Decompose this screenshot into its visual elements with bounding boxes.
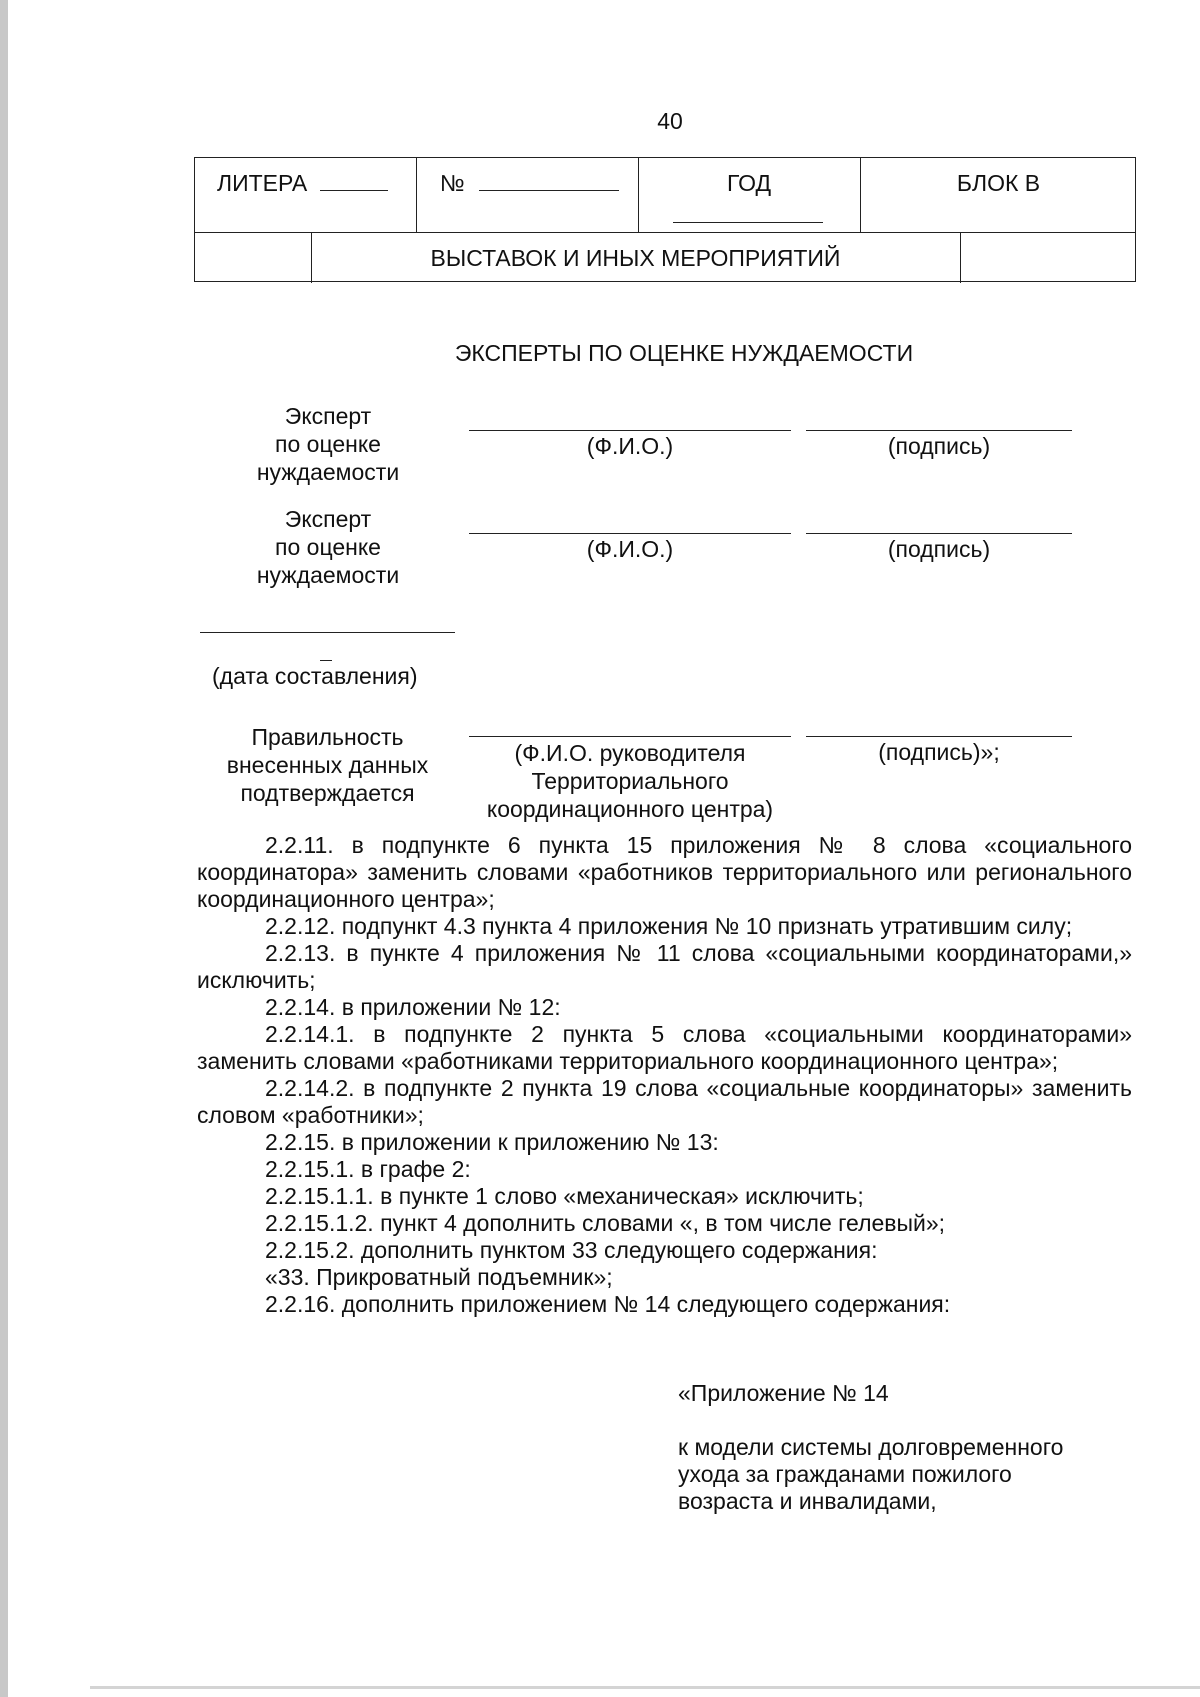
appendix-title: «Приложение № 14 — [678, 1380, 889, 1406]
label-line: нуждаемости — [256, 459, 400, 485]
paragraph: 2.2.14. в приложении № 12: — [265, 994, 561, 1020]
signature-line — [806, 533, 1072, 534]
paragraph: 2.2.11. в подпункте 6 пункта 15 приложения № 8 слова «социального координатора» заменить словами «работников территориального или регионального координационного центра»; — [197, 832, 1132, 912]
signature-line — [806, 430, 1072, 431]
year-label: ГОД — [726, 170, 772, 196]
label-line: по оценке — [275, 534, 381, 560]
paragraph: 2.2.12. подпункт 4.3 пункта 4 приложения № 10 признать утратившим силу; — [265, 913, 1073, 939]
table-divider — [960, 232, 961, 283]
expert-2-label — [220, 505, 436, 589]
paragraph: 2.2.15.2. дополнить пунктом 33 следующего содержания: — [265, 1237, 878, 1263]
appendix-line: ухода за гражданами пожилого — [678, 1461, 1012, 1487]
year-blank — [673, 222, 823, 223]
block-label: БЛОК В — [956, 170, 1041, 196]
amendments-text — [197, 832, 1132, 1318]
spacer — [678, 1407, 1063, 1434]
paragraph: «33. Прикроватный подъемник»; — [265, 1264, 613, 1290]
label-line: подтверждается — [240, 780, 415, 806]
appendix-line: к модели системы долговременного — [678, 1434, 1064, 1460]
header-table — [194, 157, 1136, 282]
date-caption: (дата составления) — [212, 663, 418, 689]
number-label: № — [440, 170, 465, 196]
caption-line: (Ф.И.О. руководителя — [514, 740, 746, 766]
label-line: нуждаемости — [256, 562, 400, 588]
signature-line — [806, 736, 1072, 737]
table-divider — [195, 232, 1135, 233]
paragraph: 2.2.16. дополнить приложением № 14 следующего содержания: — [265, 1291, 951, 1317]
head-fio-caption — [462, 739, 798, 823]
label-line: внесенных данных — [226, 752, 429, 778]
fio-line — [469, 736, 791, 737]
label-line: Эксперт — [284, 403, 372, 429]
label-line: по оценке — [275, 431, 381, 457]
fio-caption: (Ф.И.О.) — [586, 433, 674, 459]
scan-edge — [90, 1686, 1200, 1689]
signature-caption: (подпись) — [887, 536, 991, 562]
caption-line: Территориального — [531, 768, 729, 794]
fio-line — [469, 533, 791, 534]
paragraph: 2.2.15. в приложении к приложению № 13: — [265, 1129, 719, 1155]
paragraph: 2.2.14.2. в подпункте 2 пункта 19 слова «социальные координаторы» заменить словом «работники»; — [197, 1075, 1132, 1128]
number-cell — [440, 170, 619, 196]
paragraph: 2.2.15.1. в графе 2: — [265, 1156, 471, 1182]
signature-caption: (подпись) — [887, 433, 991, 459]
scan-edge — [0, 0, 8, 1697]
table-row2-text: ВЫСТАВОК И ИНЫХ МЕРОПРИЯТИЙ — [430, 245, 841, 271]
date-line — [200, 632, 455, 633]
litera-label: ЛИТЕРА — [217, 170, 308, 196]
label-line: Эксперт — [284, 506, 372, 532]
appendix-heading — [678, 1380, 1063, 1515]
paragraph: 2.2.13. в пункте 4 приложения № 11 слова «социальными координаторами,» исключить; — [197, 940, 1132, 993]
litera-cell — [217, 170, 388, 196]
fio-caption: (Ф.И.О.) — [586, 536, 674, 562]
page-number: 40 — [657, 108, 683, 134]
litera-blank — [320, 190, 388, 191]
label-line: Правильность — [251, 724, 404, 750]
caption-line: координационного центра) — [486, 796, 774, 822]
paragraph: 2.2.15.1.1. в пункте 1 слово «механическая» исключить; — [265, 1183, 864, 1209]
paragraph: 2.2.15.1.2. пункт 4 дополнить словами «, в том числе гелевый»; — [265, 1210, 946, 1236]
date-line-mark — [320, 660, 332, 661]
signature-caption: (подпись)»; — [878, 739, 1000, 765]
expert-1-label — [220, 402, 436, 486]
appendix-line: возраста и инвалидами, — [678, 1488, 937, 1514]
table-divider — [416, 158, 417, 232]
section-title: ЭКСПЕРТЫ ПО ОЦЕНКЕ НУЖДАЕМОСТИ — [454, 340, 914, 366]
paragraph: 2.2.14.1. в подпункте 2 пункта 5 слова «социальными координаторами» заменить словами «работниками территориального координационного центра»; — [197, 1021, 1132, 1074]
confirmation-label — [200, 723, 455, 807]
number-blank — [479, 190, 619, 191]
fio-line — [469, 430, 791, 431]
